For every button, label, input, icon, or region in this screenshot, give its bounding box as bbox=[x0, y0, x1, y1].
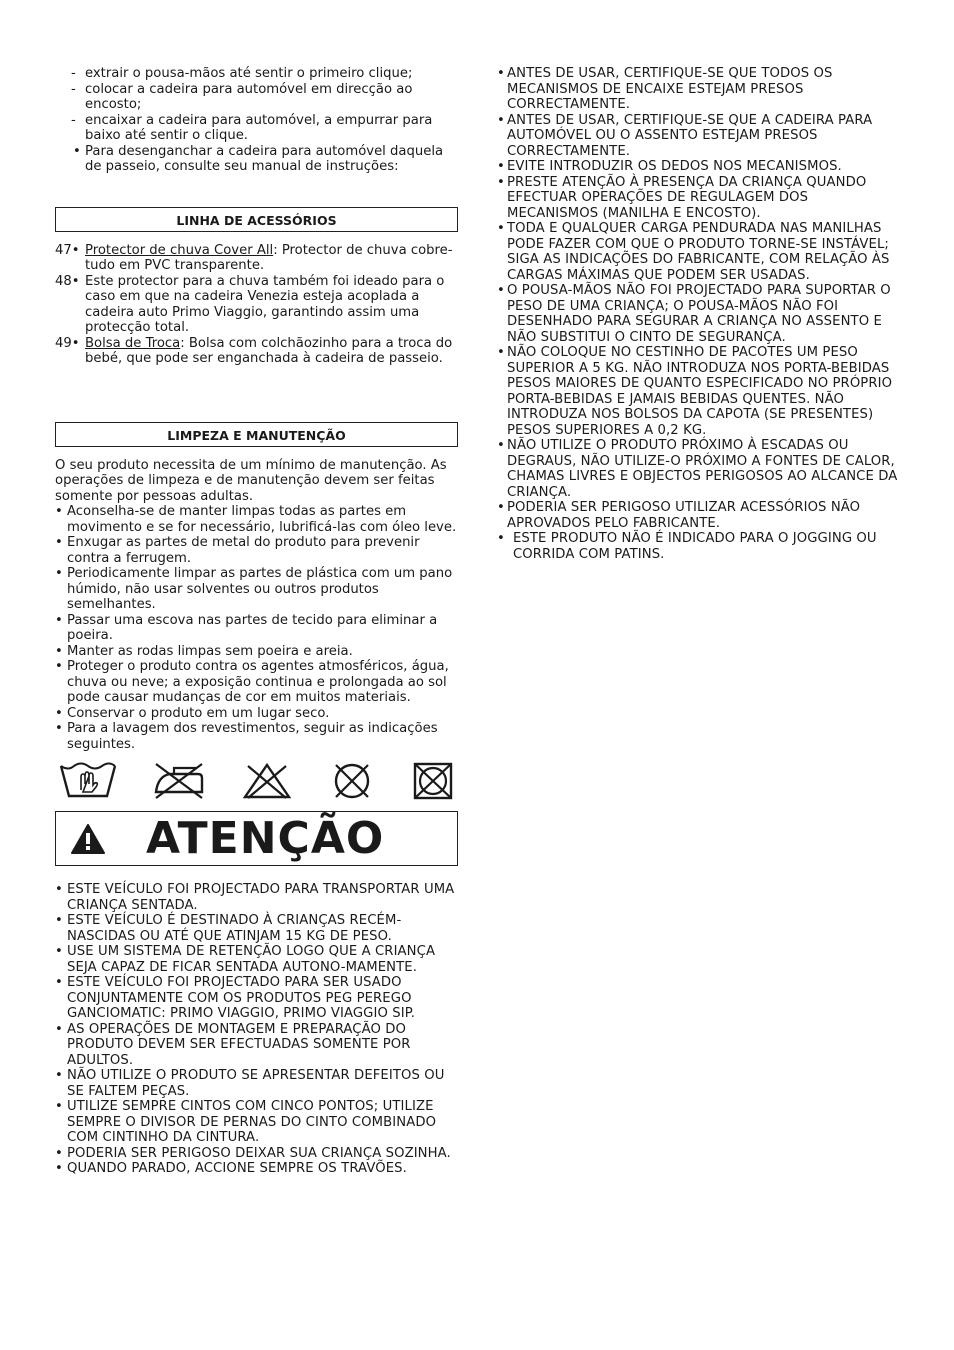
list-item: • NÃO UTILIZE O PRODUTO SE APRESENTAR DEFEITOS OU SE FALTEM PEÇAS. bbox=[55, 1068, 445, 1099]
list-item: • ESTE VEÍCULO É DESTINADO À CRIANÇAS RECÉM-NASCIDAS OU ATÉ QUE ATINJAM 15 KG DE PESO. bbox=[55, 913, 402, 944]
list-item: • Periodicamente limpar as partes de plástica com um pano húmido, não usar solventes ou outros produtos semelhantes. bbox=[55, 566, 453, 612]
warning-banner bbox=[55, 811, 458, 866]
list-item: • PODERIA SER PERIGOSO DEIXAR SUA CRIANÇA SOZINHA. bbox=[55, 1145, 451, 1161]
list-item: • Para a lavagem dos revestimentos, seguir as indicações seguintes. bbox=[55, 721, 438, 752]
accessory-item: 49• Bolsa de Troca: Bolsa com colchãozinho para a troca do bebé, que pode ser enganchada à cadeira de passeio. bbox=[55, 335, 453, 366]
cleaning-list bbox=[55, 504, 458, 752]
list-item: • Passar uma escova nas partes de tecido para eliminar a poeira. bbox=[55, 612, 438, 643]
list-item: • USE UM SISTEMA DE RETENÇÃO LOGO QUE A CRIANÇA SEJA CAPAZ DE FICAR SENTADA AUTONO-MAMENTE. bbox=[55, 944, 436, 975]
list-item: - colocar a cadeira para automóvel em direcção ao encosto; bbox=[71, 81, 413, 112]
list-item: • PRESTE ATENÇÃO À PRESENÇA DA CRIANÇA QUANDO EFECTUAR OPERAÇÕES DE REGULAGEM DOS MECANISMOS (MANILHA E ENCOSTO). bbox=[497, 174, 867, 221]
cleaning-intro: O seu produto necessita de um mínimo de manutenção. As operações de limpeza e de manutenção devem ser feitas somente por pessoas adultas. bbox=[55, 457, 447, 504]
accessory-item: 48• Este protector para a chuva também foi ideado para o caso em que na cadeira Venezia esteja acoplada a cadeira auto Primo Viaggio, garantindo assim uma protecção total. bbox=[55, 273, 445, 335]
list-item: • ANTES DE USAR, CERTIFIQUE-SE QUE TODOS OS MECANISMOS DE ENCAIXE ESTEJAM PRESOS CORRECTAMENTE. bbox=[497, 66, 833, 112]
cleaning-heading: LIMPEZA E MANUTENÇÃO bbox=[55, 422, 458, 447]
list-item: • Proteger o produto contra os agentes atmosféricos, água, chuva ou neve; a exposição continua e prolongada ao sol pode causar mudanças de cor em muitos materiais. bbox=[55, 659, 449, 705]
warning-title: ATENÇÃO bbox=[146, 813, 385, 864]
list-item: • UTILIZE SEMPRE CINTOS COM CINCO PONTOS; UTILIZE SEMPRE O DIVISOR DE PERNAS DO CINTO COMBINADO COM CINTINHO DA CINTURA. bbox=[55, 1099, 437, 1145]
list-item: • AS OPERAÇÕES DE MONTAGEM E PREPARAÇÃO DO PRODUTO DEVEM SER EFECTUADAS SOMENTE POR ADULTOS. bbox=[55, 1021, 411, 1068]
accessories-heading: LINHA DE ACESSÓRIOS bbox=[55, 207, 458, 232]
accessory-name: Bolsa de Troca bbox=[85, 335, 181, 351]
list-item: • NÃO COLOQUE NO CESTINHO DE PACOTES UM PESO SUPERIOR A 5 KG. NÃO INTRODUZA NOS PORTA-BEBIDAS PESOS MAIORES DE QUANTO ESPECIFICADO NO PRÓPRIO PORTA-BEBIDAS E JAMAIS BEBIDAS QUENTES. NÃO INTRODUZA NOS BOLSOS DA CAPOTA (SE PRESENTES) PESOS SUPERIORES A 0,2 KG. bbox=[497, 345, 893, 438]
do-not-tumble-dry-icon bbox=[412, 762, 454, 800]
do-not-bleach-icon bbox=[242, 762, 292, 800]
list-item: • ANTES DE USAR, CERTIFIQUE-SE QUE A CADEIRA PARA AUTOMÓVEL OU O ASSENTO ESTEJAM PRESOS CORRECTAMENTE. bbox=[497, 112, 873, 159]
attach-steps-list bbox=[55, 66, 458, 175]
list-item: • ESTE VEÍCULO FOI PROJECTADO PARA SER USADO CONJUNTAMENTE COM OS PRODUTOS PEG PEREGO GANCIOMATIC: PRIMO VIAGGIO, PRIMO VIAGGIO SIP. bbox=[55, 975, 415, 1021]
left-column bbox=[55, 66, 458, 1177]
list-item: • NÃO UTILIZE O PRODUTO PRÓXIMO À ESCADAS OU DEGRAUS, NÃO UTILIZE-O PRÓXIMO A FONTES DE CALOR, CHAMAS LIVRES E OBJECTOS PERIGOSOS AO ALCANCE DA CRIANÇA. bbox=[497, 438, 898, 500]
list-item: • PODERIA SER PERIGOSO UTILIZAR ACESSÓRIOS NÃO APROVADOS PELO FABRICANTE. bbox=[497, 500, 861, 531]
accessory-item: 47• Protector de chuva Cover All: Protector de chuva cobre-tudo em PVC transparente. bbox=[55, 242, 453, 273]
hand-wash-icon bbox=[59, 762, 117, 800]
care-symbols bbox=[59, 761, 454, 801]
accessories-list bbox=[55, 243, 458, 367]
do-not-iron-icon bbox=[152, 762, 206, 800]
right-column bbox=[497, 66, 900, 562]
list-item: • Para desenganchar a cadeira para automóvel daquela de passeio, consulte seu manual de instruções: bbox=[73, 143, 444, 174]
list-item: • EVITE INTRODUZIR OS DEDOS NOS MECANISMOS. bbox=[497, 159, 842, 174]
list-item: • Aconselha-se de manter limpas todas as partes em movimento e se for necessário, lubrificá-las com óleo leve. bbox=[55, 504, 457, 535]
list-item: • QUANDO PARADO, ACCIONE SEMPRE OS TRAVÕES. bbox=[55, 1161, 407, 1176]
list-item: - extrair o pousa-mãos até sentir o primeiro clique; bbox=[71, 66, 413, 81]
list-item: • O POUSA-MÃOS NÃO FOI PROJECTADO PARA SUPORTAR O PESO DE UMA CRIANÇA; O POUSA-MÃOS NÃO FOI DESENHADO PARA SEGURAR A CRIANÇA NO ASSENTO E NÃO SUBSTITUI O CINTO DE SEGURANÇA. bbox=[497, 283, 891, 345]
list-item: • ESTE VEÍCULO FOI PROJECTADO PARA TRANSPORTAR UMA CRIANÇA SENTADA. bbox=[55, 882, 455, 913]
list-item: • Manter as rodas limpas sem poeira e areia. bbox=[55, 643, 353, 659]
list-item: • Conservar o produto em um lugar seco. bbox=[55, 705, 330, 721]
warning-list-left bbox=[55, 882, 458, 1177]
list-item: • ESTE PRODUTO NÃO É INDICADO PARA O JOGGING OU CORRIDA COM PATINS. bbox=[497, 531, 877, 562]
accessory-name: Protector de chuva Cover All bbox=[85, 242, 274, 258]
list-item: • TODA E QUALQUER CARGA PENDURADA NAS MANILHAS PODE FAZER COM QUE O PRODUTO TORNE-SE INSTÁVEL; SIGA AS INDICAÇÕES DO FABRICANTE, COM RELAÇÃO ÀS CARGAS MÁXIMAS QUE PODEM SER USADAS. bbox=[497, 221, 890, 283]
warning-triangle-icon bbox=[70, 823, 106, 855]
list-item: - encaixar a cadeira para automóvel, a empurrar para baixo até sentir o clique. bbox=[71, 112, 433, 143]
do-not-dry-clean-icon bbox=[327, 762, 377, 800]
warning-list-right bbox=[497, 66, 900, 562]
list-item: • Enxugar as partes de metal do produto para prevenir contra a ferrugem. bbox=[55, 535, 420, 566]
